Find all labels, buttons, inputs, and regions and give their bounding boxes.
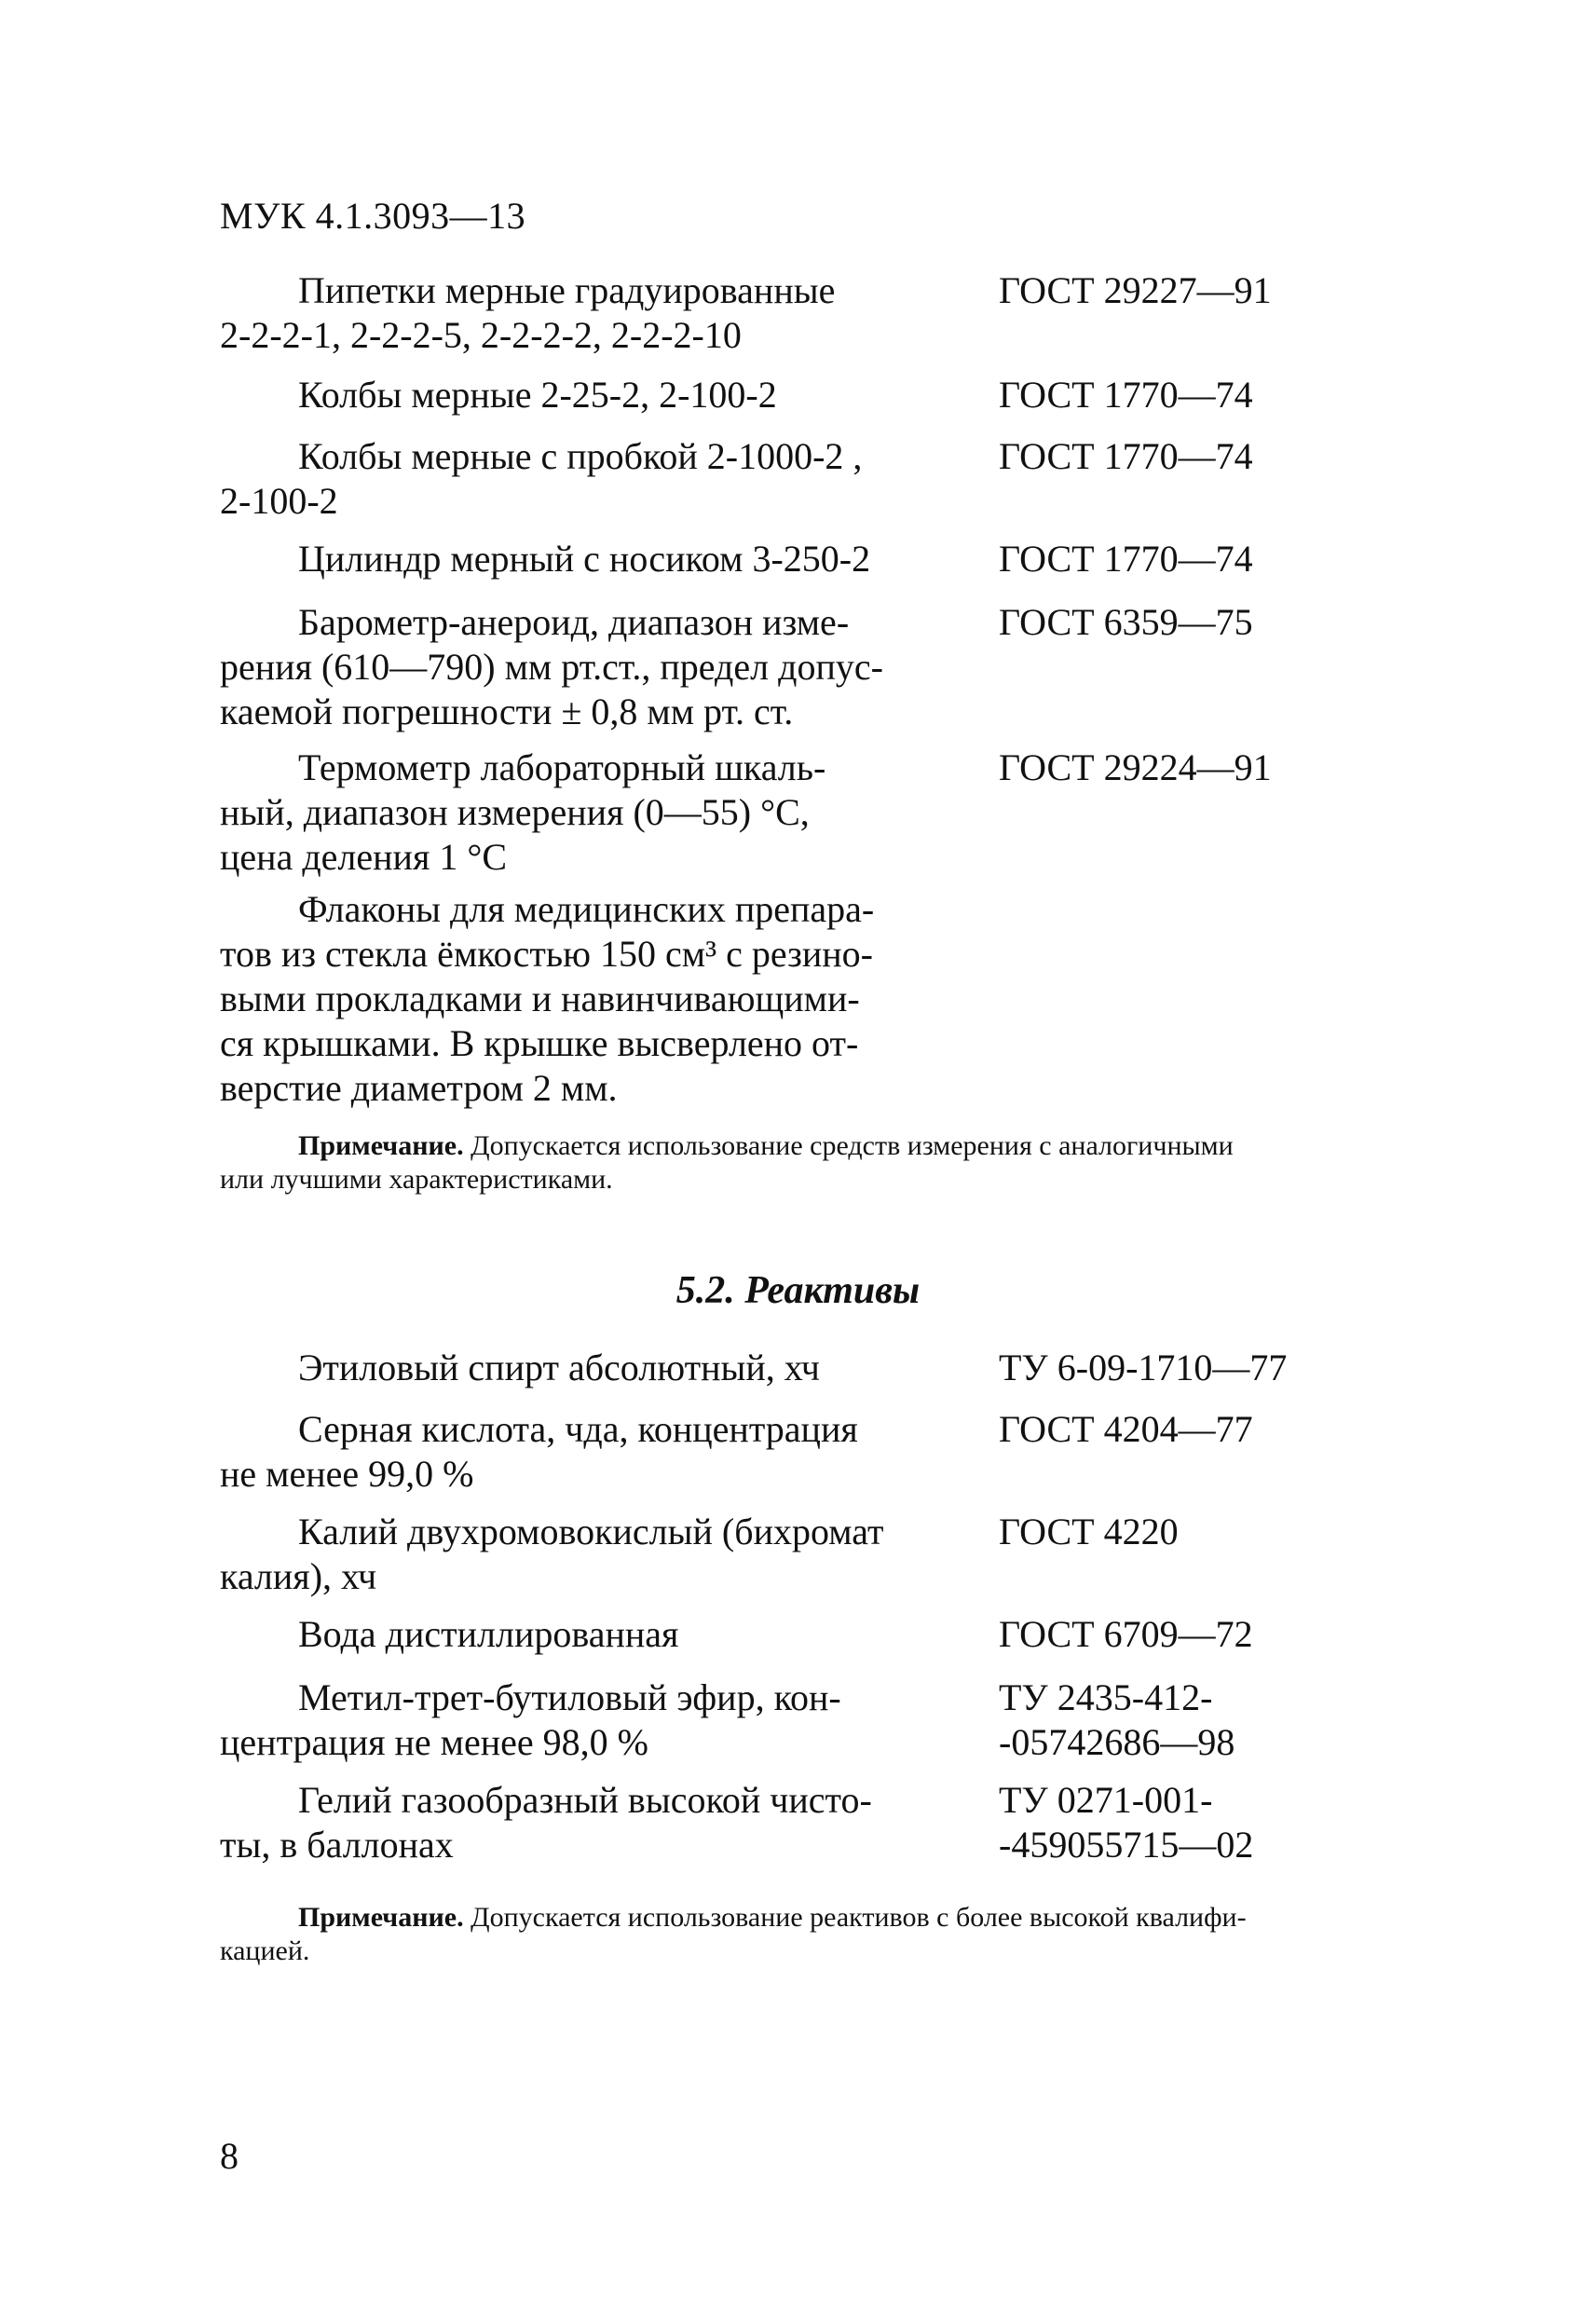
note-label: Примечание.: [298, 1902, 464, 1933]
reagent-name: Гелий газообразный высокой чисто- ты, в баллонах: [220, 1779, 872, 1866]
equipment-name: Барометр-анероид, диапазон изме- рения (610—790) мм рт.ст., предел допус- каемой погрешности ± 0,8 мм рт. ст.: [220, 601, 883, 732]
equipment-name: Флаконы для медицинских препара- тов из стекла ёмкостью 150 см³ с резино- выми прокладками и навинчивающими- ся крышками. В крышке высверлено от- верстие диаметром 2 мм.: [220, 888, 875, 1109]
section-title: 5.2. Реактивы: [675, 1269, 921, 1312]
equipment-name: Цилиндр мерный с носиком 3-250-2: [298, 538, 871, 580]
reagent-standard: ГОСТ 4204—77: [999, 1408, 1253, 1450]
note-text: Допускается использование реактивов с более высокой квалифи- кацией.: [220, 1902, 1247, 1966]
note-equipment: [220, 1129, 1394, 1197]
equipment-standard: ГОСТ 1770—74: [999, 538, 1253, 580]
note-text: Допускается использование средств измерения с аналогичными или лучшими характеристиками.: [220, 1130, 1234, 1195]
reagent-standard: ТУ 6-09-1710—77: [999, 1347, 1288, 1388]
reagent-standard: ГОСТ 4220: [999, 1511, 1179, 1552]
equipment-name: Термометр лабораторный шкаль- ный, диапазон измерения (0—55) °С, цена деления 1 °С: [220, 746, 826, 878]
document-code-header: МУК 4.1.3093—13: [220, 195, 526, 237]
note-reagents: [220, 1901, 1394, 1968]
reagent-name: Этиловый спирт абсолютный, хч: [298, 1347, 820, 1388]
reagent-name: Метил-трет-бутиловый эфир, кон- центрация не менее 98,0 %: [220, 1676, 841, 1763]
equipment-name: Пипетки мерные градуированные 2-2-2-1, 2-2-2-5, 2-2-2-2, 2-2-2-10: [220, 269, 836, 356]
equipment-standard: ГОСТ 29227—91: [999, 269, 1272, 311]
equipment-name: Колбы мерные с пробкой 2-1000-2 , 2-100-2: [220, 435, 863, 522]
equipment-standard: ГОСТ 6359—75: [999, 601, 1253, 643]
reagent-name: Серная кислота, чда, концентрация не менее 99,0 %: [220, 1408, 858, 1495]
reagent-standard: ТУ 2435-412- -05742686—98: [999, 1676, 1235, 1763]
reagent-standard: ТУ 0271-001- -459055715—02: [999, 1779, 1254, 1866]
reagent-name: Калий двухромовокислый (бихромат калия), хч: [220, 1511, 884, 1597]
page-number: 8: [220, 2135, 239, 2177]
equipment-name: Колбы мерные 2-25-2, 2-100-2: [298, 374, 777, 416]
equipment-standard: ГОСТ 1770—74: [999, 374, 1253, 416]
equipment-standard: ГОСТ 29224—91: [999, 746, 1272, 788]
note-label: Примечание.: [298, 1130, 464, 1161]
reagent-standard: ГОСТ 6709—72: [999, 1613, 1253, 1655]
equipment-standard: ГОСТ 1770—74: [999, 435, 1253, 477]
reagent-name: Вода дистиллированная: [298, 1613, 679, 1655]
